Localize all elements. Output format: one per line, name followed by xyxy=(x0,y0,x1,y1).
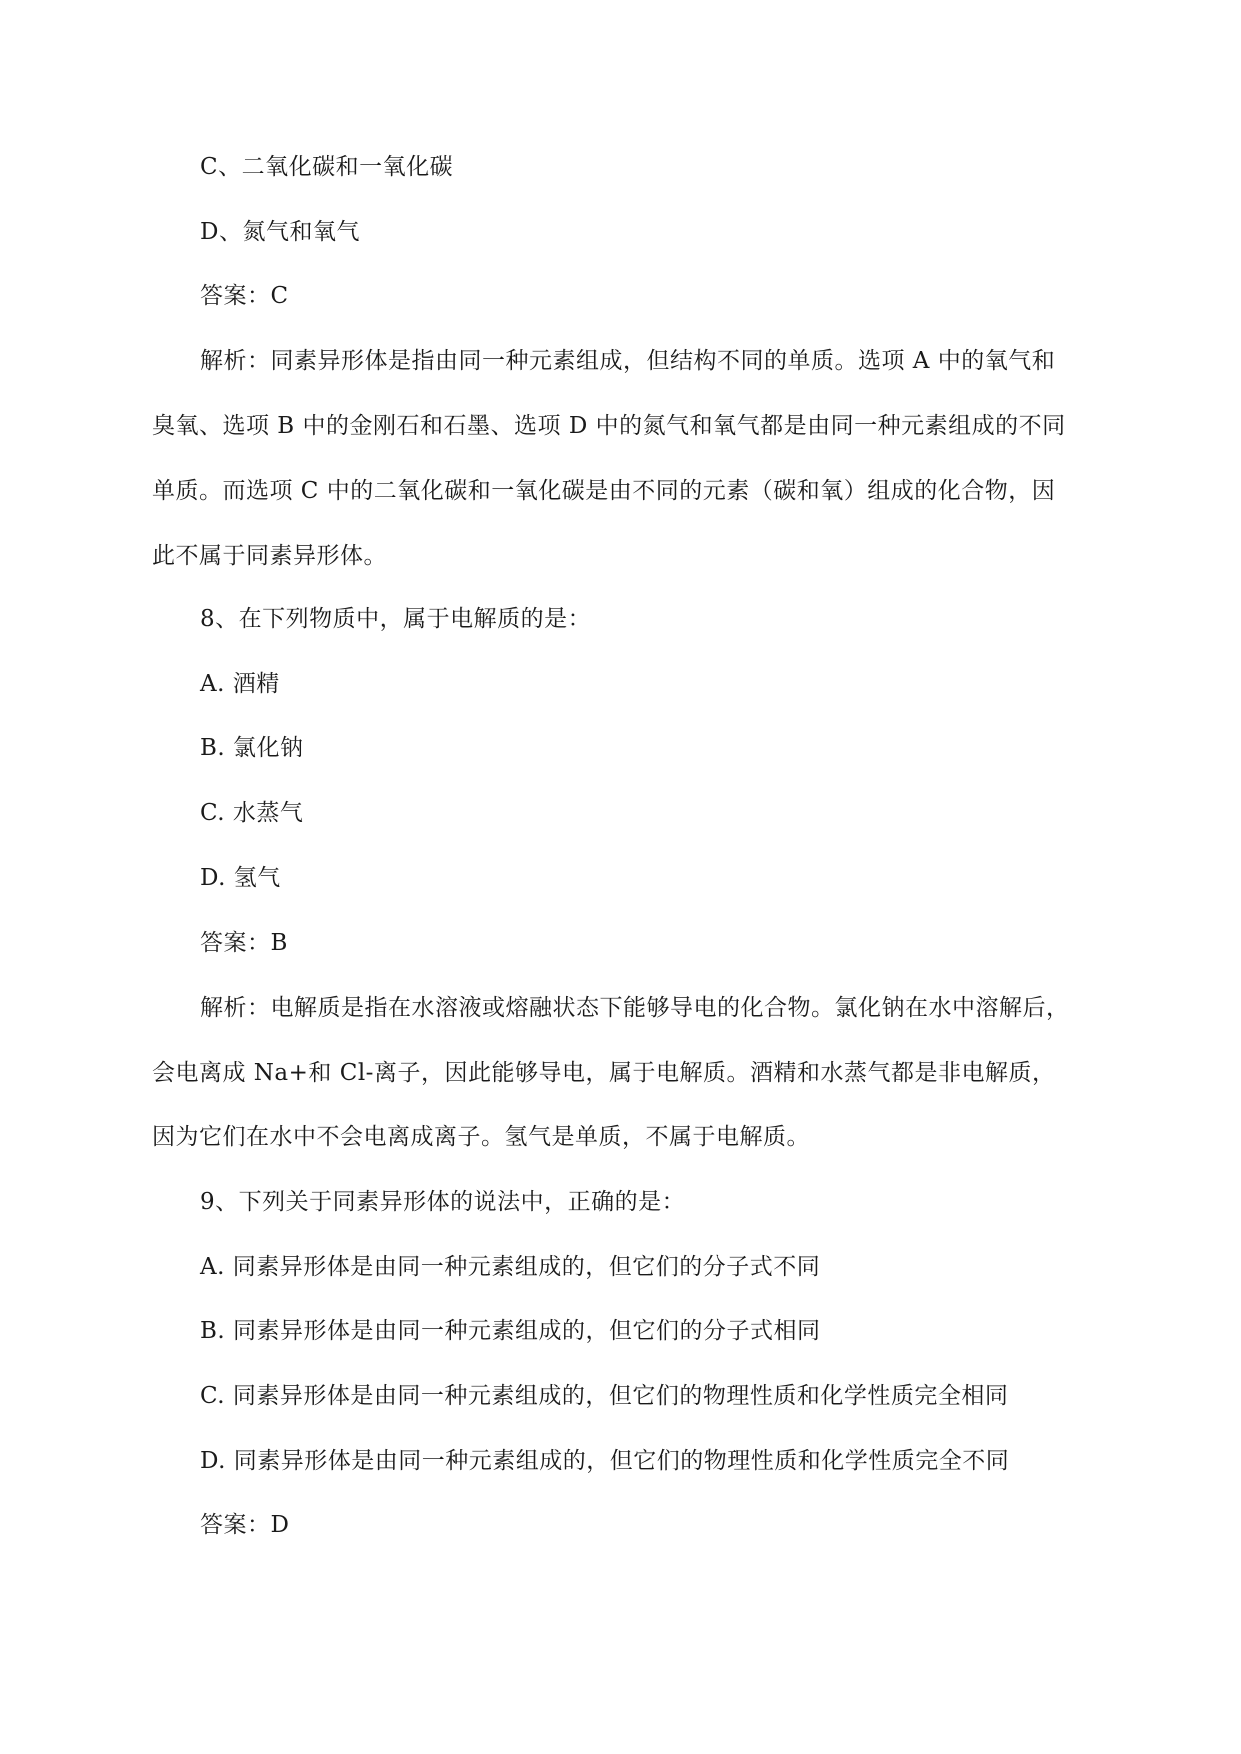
q9-option-a: A. 同素异形体是由同一种元素组成的，但它们的分子式不同 xyxy=(200,1254,821,1280)
q8-explanation-line: 解析：电解质是指在水溶液或熔融状态下能够导电的化合物。氯化钠在水中溶解后， xyxy=(200,995,1070,1021)
q9-answer: 答案：D xyxy=(200,1512,290,1538)
q8-explanation-line: 会电离成 Na+和 Cl-离子，因此能够导电，属于电解质。酒精和水蒸气都是非电解质， xyxy=(152,1060,1056,1086)
q7-explanation-line: 臭氧、选项 B 中的金刚石和石墨、选项 D 中的氮气和氧气都是由同一种元素组成的不同 xyxy=(152,413,1066,439)
q8-explanation-line: 因为它们在水中不会电离成离子。氢气是单质，不属于电解质。 xyxy=(152,1124,810,1150)
q8-option-b: B. 氯化钠 xyxy=(200,735,304,761)
q9-option-d: D. 同素异形体是由同一种元素组成的，但它们的物理性质和化学性质完全不同 xyxy=(200,1448,1010,1474)
q8-option-a: A. 酒精 xyxy=(200,671,280,697)
q7-explanation-line: 此不属于同素异形体。 xyxy=(152,543,387,569)
q7-explanation-line: 单质。而选项 C 中的二氧化碳和一氧化碳是由不同的元素（碳和氧）组成的化合物，因 xyxy=(152,478,1056,504)
q7-option-c: C、二氧化碳和一氧化碳 xyxy=(200,154,454,180)
q8-option-d: D. 氢气 xyxy=(200,865,281,891)
q7-explanation-line: 解析：同素异形体是指由同一种元素组成，但结构不同的单质。选项 A 中的氧气和 xyxy=(200,348,1056,374)
q8-option-c: C. 水蒸气 xyxy=(200,800,304,826)
q9-option-c: C. 同素异形体是由同一种元素组成的，但它们的物理性质和化学性质完全相同 xyxy=(200,1383,1009,1409)
q9-question: 9、下列关于同素异形体的说法中，正确的是： xyxy=(200,1189,686,1215)
q7-answer: 答案：C xyxy=(200,283,289,309)
q7-option-d: D、氮气和氧气 xyxy=(200,219,360,245)
q8-question: 8、在下列物质中，属于电解质的是： xyxy=(200,606,592,632)
q8-answer: 答案：B xyxy=(200,930,288,956)
q9-option-b: B. 同素异形体是由同一种元素组成的，但它们的分子式相同 xyxy=(200,1318,821,1344)
